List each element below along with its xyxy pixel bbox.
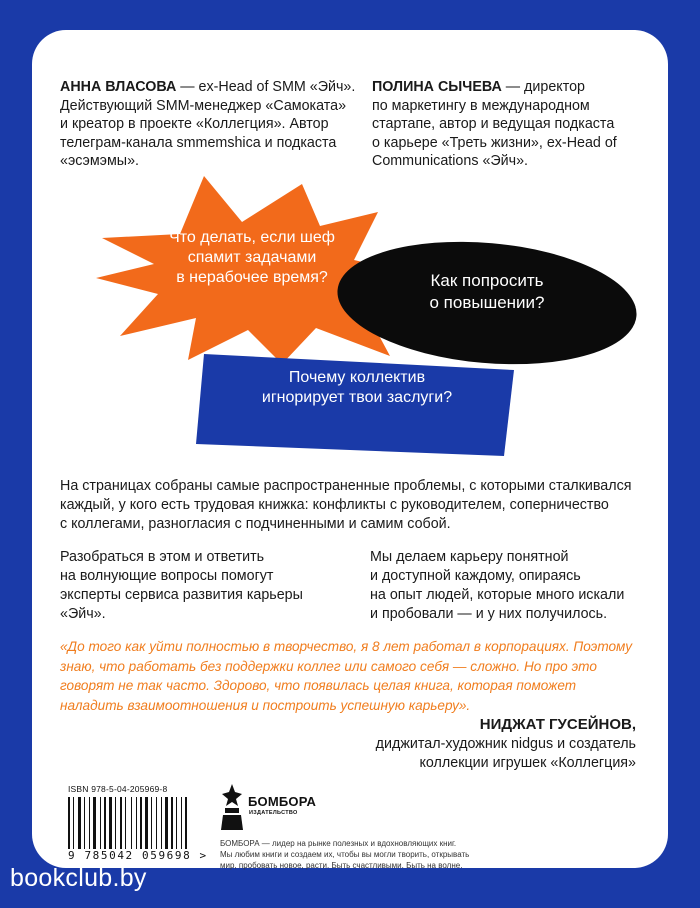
blue-bubble-text: Почему коллектив игнорирует твои заслуги? <box>261 369 453 406</box>
barcode-bar <box>93 797 96 849</box>
black-bubble-text: Как попросить о повышении? <box>429 271 545 312</box>
barcode-bar <box>181 797 182 849</box>
barcode-bar <box>185 797 187 849</box>
barcode-bar <box>109 797 112 849</box>
barcode-bar <box>151 797 152 849</box>
barcode-bar <box>89 797 90 849</box>
publisher-description: БОМБОРА — лидер на рынке полезных и вдохновляющих книг. Мы любим книги и создаем их, чтобы вы могли творить, открывать мир, пробовать новое, расти. Быть счастливыми. Быть на волне. <box>220 839 470 870</box>
author-left-bio: АННА ВЛАСОВА — ex-Head of SMM «Эйч». Действующий SMM-менеджер «Самоката» и креатор в проекте «Коллегция». Автор телеграм-канала smmemshica и подкаста «эсэмэмы». <box>60 79 356 170</box>
publisher-logo <box>220 782 340 834</box>
barcode <box>68 797 218 849</box>
orange-bubble-text: Что делать, если шеф спамит задачами в нерабочее время? <box>169 229 335 286</box>
back-cover-card <box>32 30 668 868</box>
barcode-bar <box>171 797 173 849</box>
author-left-name: АННА ВЛАСОВА <box>60 79 177 95</box>
publisher-logo-sub: ИЗДАТЕЛЬСТВО <box>249 810 298 816</box>
paragraph-right-column: Мы делаем карьеру понятной и доступной каждому, опираясь на опыт людей, которые много искали и пробовали — и у них получилось. <box>370 549 625 622</box>
endorsement-signer: НИДЖАТ ГУСЕЙНОВ, диджитал-художник nidgus и создатель коллекции игрушек «Коллегция» <box>262 715 636 773</box>
intro-paragraph: На страницах собраны самые распространенные проблемы, с которыми сталкивался каждый, у кого есть трудовая книжка: конфликты с руководителем, соперничество с коллегами, разногласия с подчиненными и самим собой. <box>60 478 632 532</box>
barcode-bar <box>84 797 85 849</box>
signer-name: НИДЖАТ ГУСЕЙНОВ, <box>479 716 636 733</box>
author-right-name: ПОЛИНА СЫЧЕВА <box>372 79 502 95</box>
barcode-bar <box>120 797 122 849</box>
isbn-block <box>68 784 218 862</box>
barcode-bar <box>73 797 74 849</box>
barcode-bar <box>156 797 157 849</box>
barcode-bar <box>78 797 81 849</box>
bombora-mark-icon <box>220 784 244 832</box>
barcode-bar <box>165 797 168 849</box>
barcode-bar <box>115 797 116 849</box>
barcode-number: 9 785042 059698 > <box>68 849 208 862</box>
paragraph-left-column: Разобраться в этом и ответить на волнующие вопросы помогут эксперты сервиса развития карьеры «Эйч». <box>60 549 303 622</box>
barcode-bar <box>145 797 148 849</box>
barcode-bar <box>161 797 162 849</box>
watermark-text: bookclub.by <box>10 864 147 892</box>
signer-title: диджитал-художник nidgus и создатель <box>375 736 636 752</box>
barcode-bar <box>136 797 137 849</box>
barcode-bar <box>131 797 132 849</box>
author-right-bio: ПОЛИНА СЫЧЕВА — директор по маркетингу в международном стартапе, автор и ведущая подкаста о карьере «Треть жизни», ex-Head of Communications «Эйч». <box>372 79 617 170</box>
barcode-bar <box>100 797 101 849</box>
endorsement-quote: «До того как уйти полностью в творчество, я 8 лет работал в корпорациях. Поэтому знаю, что работать без поддержки коллег или самого себя — сложно. Но про это говорят не так часто. Здорово, что появилась целая книга, которая поможет наладить взаимоотношения и построить успешную карьеру». <box>60 639 633 713</box>
barcode-bar <box>176 797 177 849</box>
publisher-logo-name: БОМБОРА <box>248 794 317 809</box>
barcode-bar <box>104 797 106 849</box>
isbn-text: ISBN 978-5-04-205969-8 <box>68 784 168 794</box>
barcode-bar <box>140 797 142 849</box>
barcode-bar <box>125 797 126 849</box>
barcode-bar <box>68 797 70 849</box>
